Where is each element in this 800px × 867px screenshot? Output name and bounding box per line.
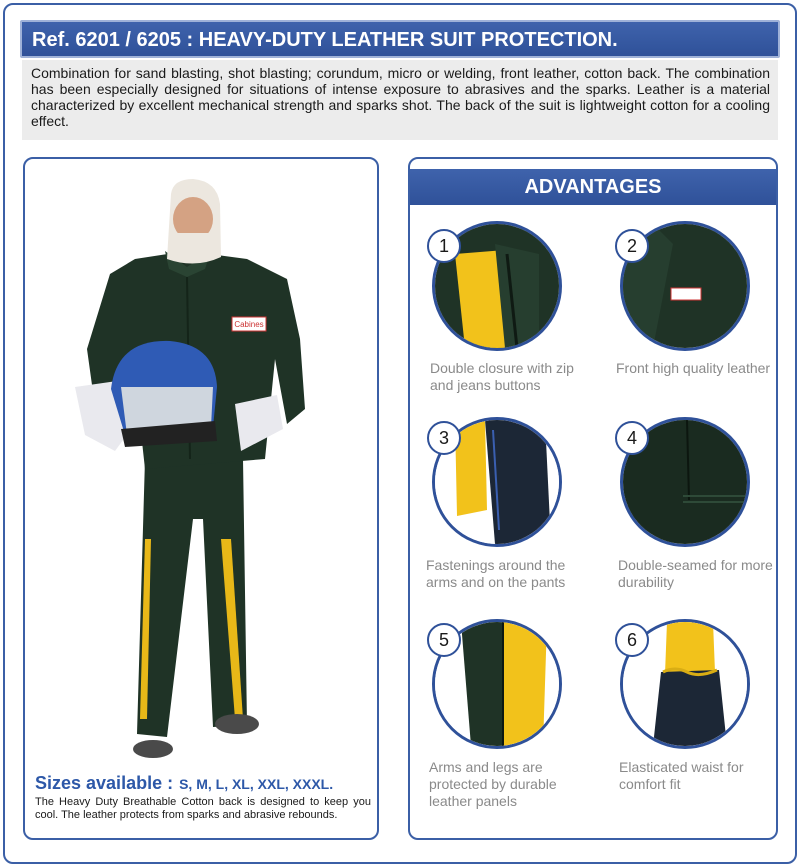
number-badge-3: 3 (427, 421, 461, 455)
advantage-caption-3: Fastenings around the arms and on the pants (426, 557, 566, 590)
advantage-caption-6: Elasticated waist for comfort fit (619, 759, 744, 792)
sizes-label: Sizes available : (35, 773, 174, 793)
number-badge-4: 4 (615, 421, 649, 455)
number-badge-6: 6 (615, 623, 649, 657)
number-badge-2: 2 (615, 229, 649, 263)
advantage-caption-1: Double closure with zip and jeans buttons (430, 360, 574, 393)
advantage-caption-2: Front high quality leather (616, 360, 771, 376)
product-panel (23, 157, 379, 840)
number-badge-1: 1 (427, 229, 461, 263)
product-photo (25, 159, 377, 759)
advantages-header: ADVANTAGES (410, 169, 776, 205)
sizes-values: S, M, L, XL, XXL, XXXL. (179, 776, 334, 792)
number-badge-5: 5 (427, 623, 461, 657)
suit-description: The Heavy Duty Breathable Cotton back is designed to keep you cool. The leather protects from sparks and abrasive rebounds. (35, 796, 371, 821)
intro-text: Combination for sand blasting, shot blasting; corundum, micro or welding, front leather, cotton back. The combination has been especially designed for situations of intense exposure to abrasives and the sparks. Leather is a material characterized by excellent mechanical strength and sparks shot. The back of the suit is lightweight cotton for a cooling effect. (22, 60, 778, 140)
advantages-panel (408, 157, 778, 840)
sizes-available (35, 773, 333, 794)
advantage-caption-4: Double-seamed for more durability (618, 557, 773, 590)
advantage-caption-5: Arms and legs are protected by durable leather panels (429, 759, 557, 809)
page-title: Ref. 6201 / 6205 : HEAVY-DUTY LEATHER SUIT PROTECTION. (20, 20, 780, 58)
brand-badge: Cabines (234, 320, 264, 329)
